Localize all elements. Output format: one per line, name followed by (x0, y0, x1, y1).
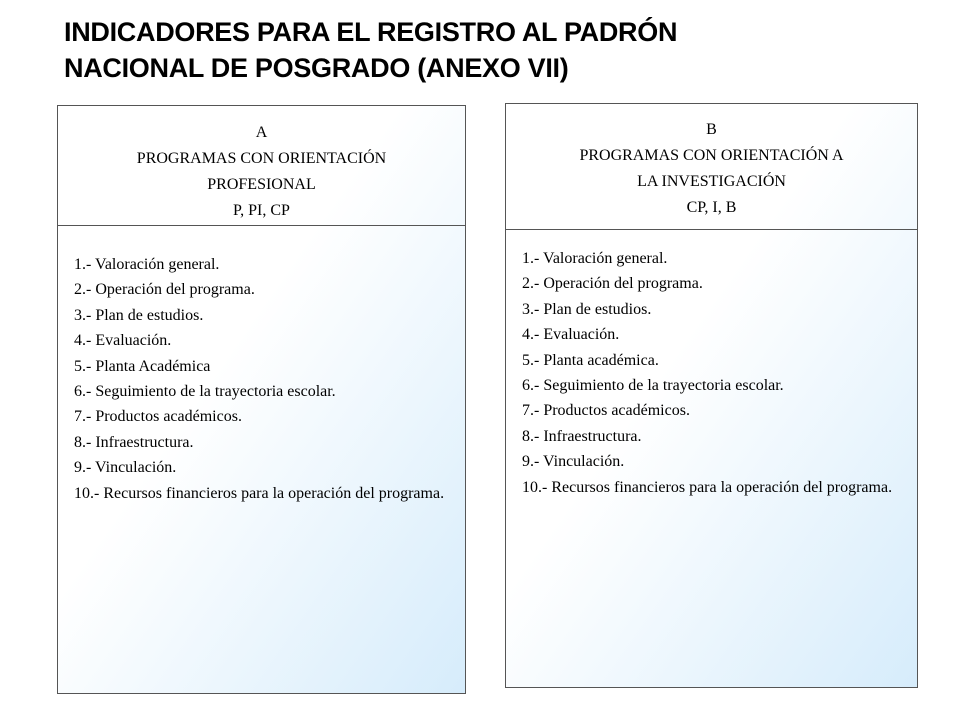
panel-a-codes: P, PI, CP (233, 202, 290, 219)
page-title (64, 14, 924, 86)
list-item: 3.- Plan de estudios. (74, 306, 204, 324)
list-item: 5.- Planta Académica (74, 357, 211, 375)
list-item: 1.- Valoración general. (522, 250, 668, 267)
panel-a-title-line-2: PROFESIONAL (207, 176, 316, 193)
list-item: 9.- Vinculación. (74, 459, 177, 477)
panel-a-indicator-list (74, 252, 454, 506)
panel-b-header (506, 104, 917, 230)
list-item: 4.- Evaluación. (74, 332, 172, 350)
list-item: 6.- Seguimiento de la trayectoria escolar. (522, 377, 784, 395)
panel-b-letter: B (706, 121, 717, 138)
list-item: 8.- Infraestructura. (74, 433, 194, 451)
list-item: 1.- Valoración general. (74, 256, 220, 273)
list-item: 7.- Productos académicos. (522, 402, 690, 420)
list-item: 2.- Operación del programa. (522, 275, 703, 293)
panel-a-title-line-1: PROGRAMAS CON ORIENTACIÓN (136, 150, 387, 167)
panel-b-title-line-2: LA INVESTIGACIÓN (637, 173, 786, 190)
list-item: 9.- Vinculación. (522, 453, 625, 471)
panel-investigacion (505, 103, 918, 688)
list-item: 5.- Planta académica. (522, 351, 659, 369)
page-title-line-2: NACIONAL DE POSGRADO (ANEXO VII) (64, 53, 569, 83)
panel-profesional (57, 105, 466, 694)
list-item: 10.- Recursos financieros para la operación del programa. (74, 484, 445, 502)
list-item: 3.- Plan de estudios. (522, 300, 652, 318)
panel-a-letter: A (255, 124, 268, 141)
panel-a-header (58, 106, 465, 226)
list-item: 7.- Productos académicos. (74, 408, 242, 426)
page-title-line-1: INDICADORES PARA EL REGISTRO AL PADRÓN (64, 17, 678, 47)
panel-b-codes: CP, I, B (686, 199, 737, 216)
list-item: 10.- Recursos financieros para la operación del programa. (522, 478, 893, 496)
list-item: 2.- Operación del programa. (74, 281, 255, 299)
list-item: 6.- Seguimiento de la trayectoria escolar. (74, 383, 336, 401)
list-item: 8.- Infraestructura. (522, 427, 642, 445)
panel-b-indicator-list (522, 246, 910, 500)
list-item: 4.- Evaluación. (522, 326, 620, 344)
panel-b-title-line-1: PROGRAMAS CON ORIENTACIÓN A (579, 147, 844, 164)
